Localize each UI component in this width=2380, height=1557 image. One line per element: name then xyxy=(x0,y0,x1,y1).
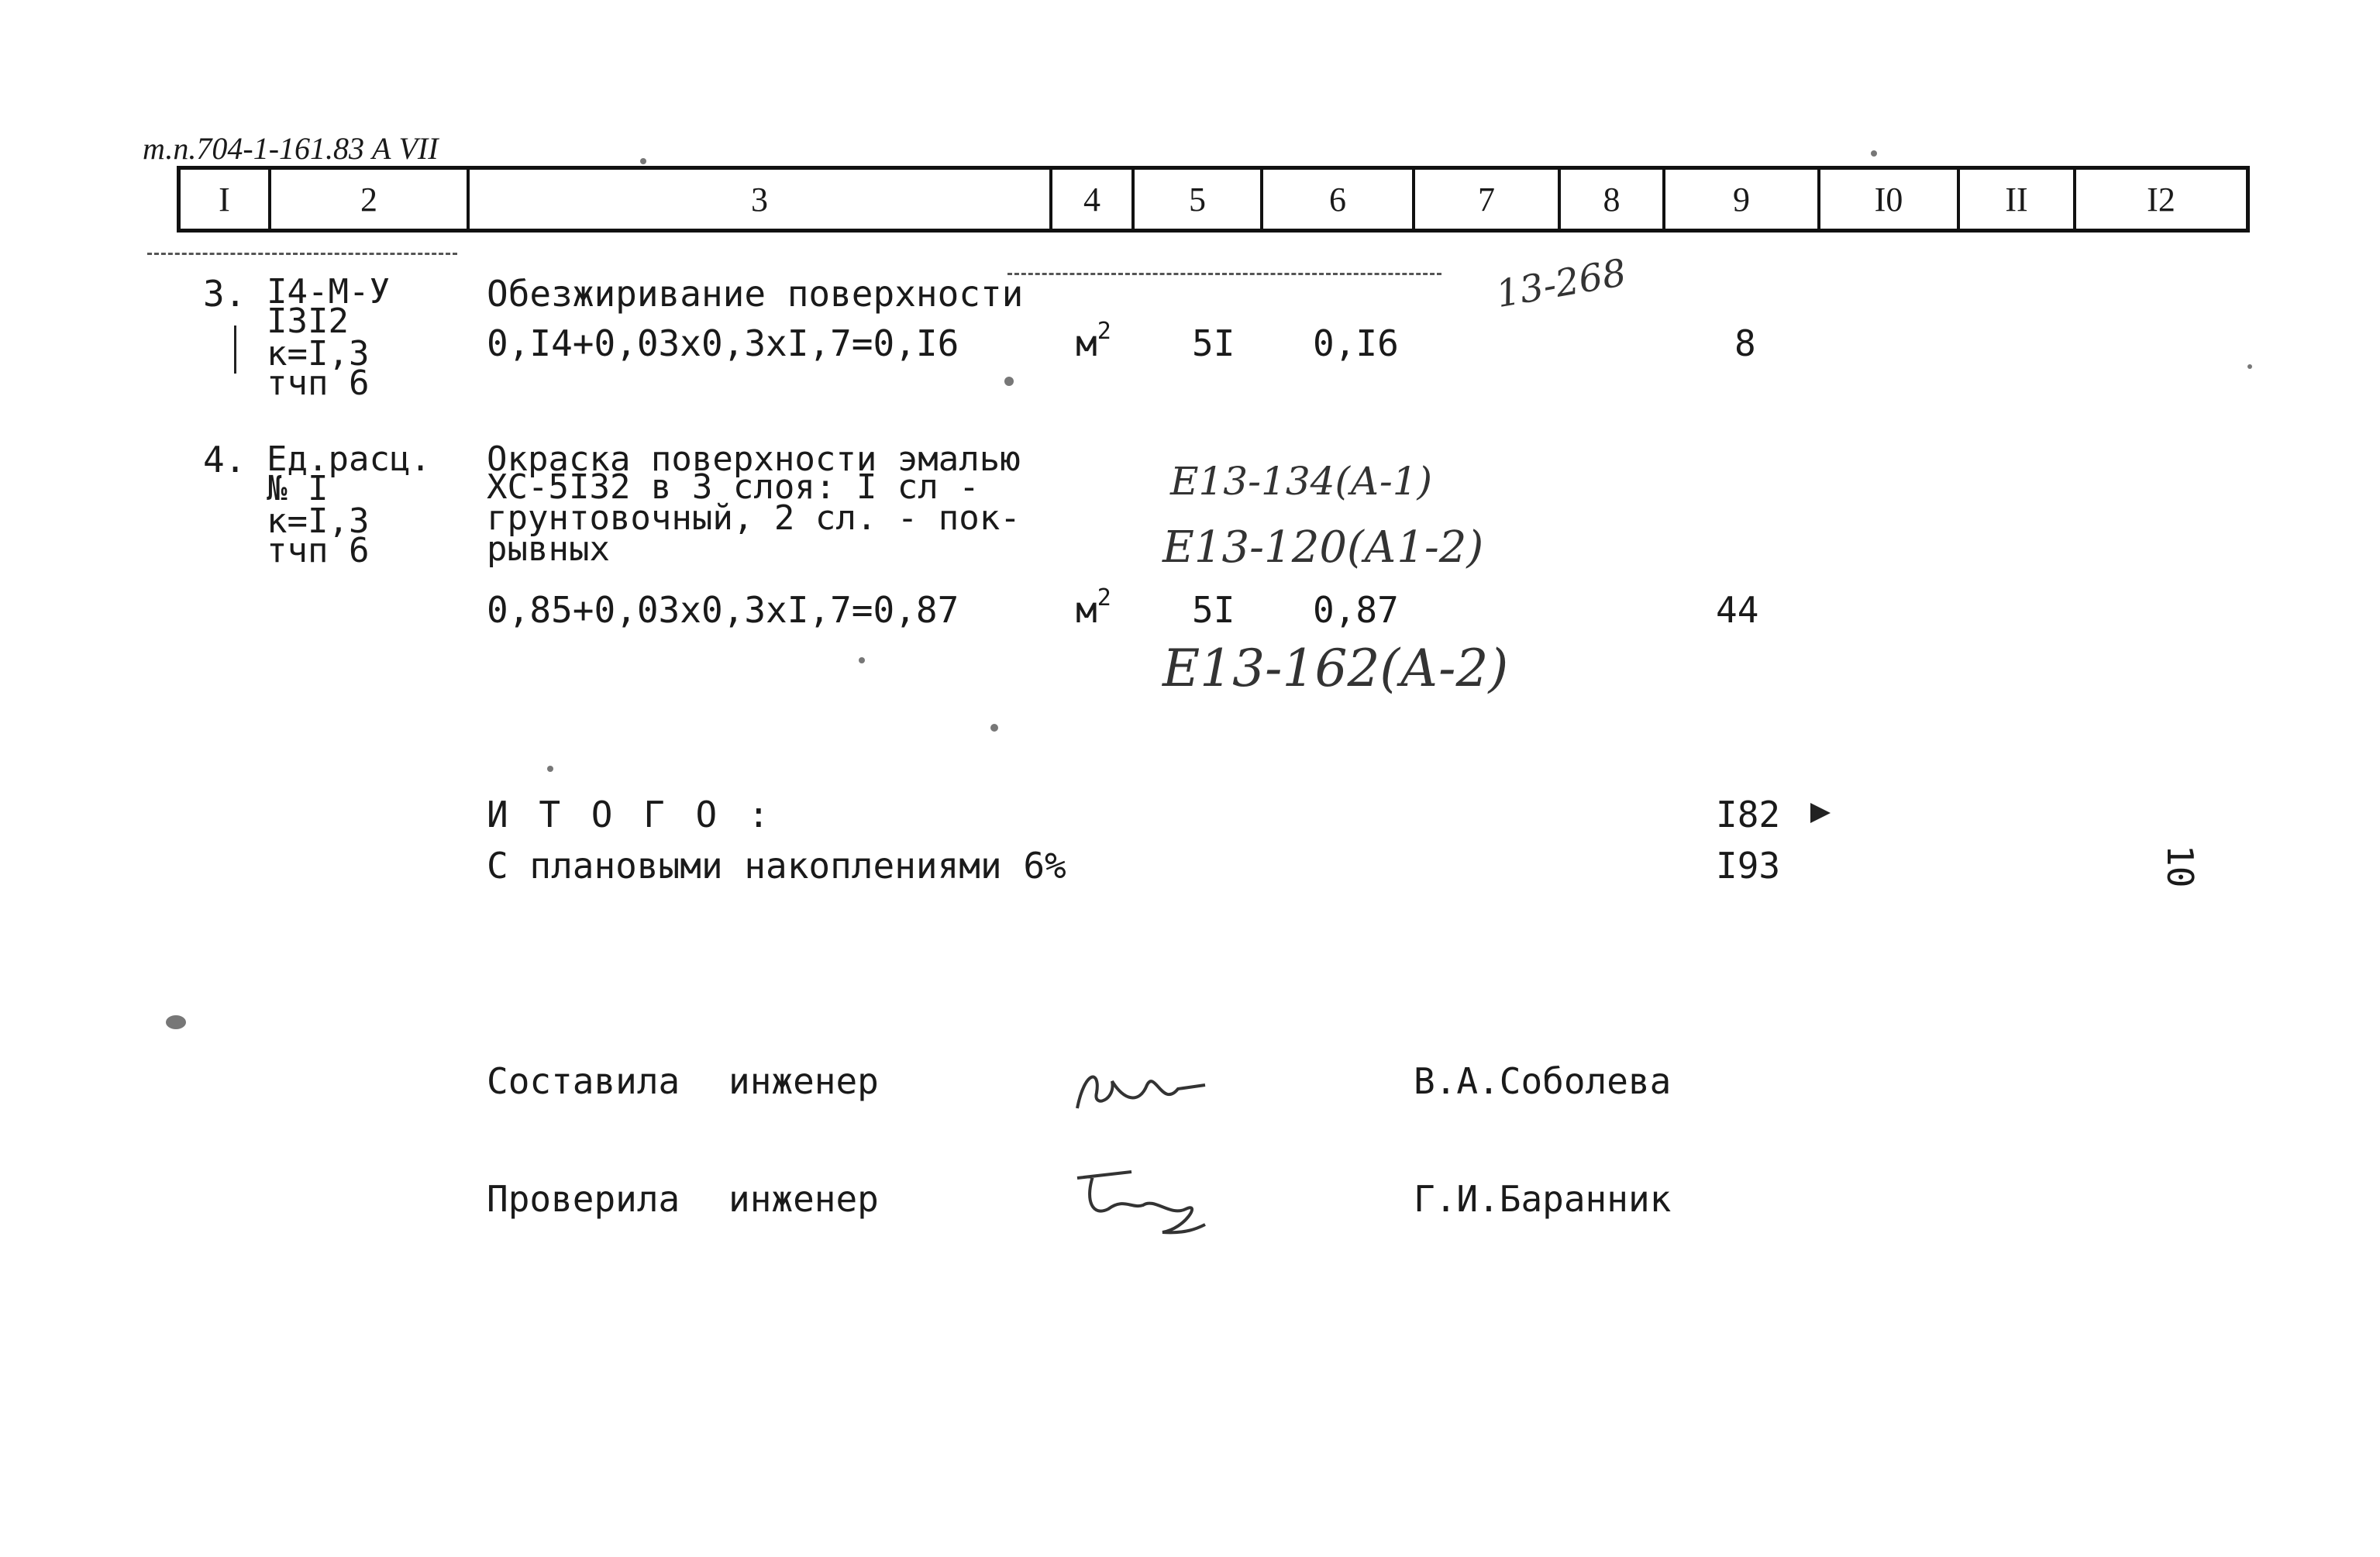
planned-total-label: С плановыми накоплениями 6% xyxy=(487,845,1066,887)
dashed-separator xyxy=(147,253,457,255)
column-header: 7 xyxy=(1415,170,1561,229)
planned-total-value: I93 xyxy=(1716,845,1781,887)
signature-name: В.А.Соболева xyxy=(1414,1060,1672,1102)
rate-reference: тчп 6 xyxy=(267,531,370,570)
handwritten-note: Е13-162(А-2) xyxy=(1162,639,1509,698)
col5-value: 5I xyxy=(1192,589,1235,631)
rate-reference: тчп 6 xyxy=(267,363,370,403)
work-title-line: ХС-5I32 в 3 слоя: I сл - xyxy=(487,467,980,507)
dashed-separator xyxy=(1007,273,1441,275)
total-value: I82 xyxy=(1716,794,1781,835)
rate-reference: № I xyxy=(267,469,329,508)
column-header: 5 xyxy=(1135,170,1263,229)
scan-speck xyxy=(2247,364,2252,369)
quantity-formula: 0,I4+0,03x0,3xI,7=0,I6 xyxy=(487,322,959,364)
column-header: 3 xyxy=(470,170,1052,229)
row-number: 4. xyxy=(203,439,246,481)
rate-reference: к=I,3 xyxy=(267,501,370,541)
signature-role: инженер xyxy=(728,1178,879,1220)
signature-mark xyxy=(1069,1054,1224,1124)
page-number: 10 xyxy=(2159,845,2201,888)
signature-role: инженер xyxy=(728,1060,879,1102)
rate-reference: к=I,3 xyxy=(267,334,370,374)
scan-speck xyxy=(640,158,646,164)
column-header: I0 xyxy=(1820,170,1960,229)
rate-reference: I4-М-У xyxy=(267,272,390,312)
margin-mark xyxy=(234,326,236,374)
quantity-formula: 0,85+0,03x0,3xI,7=0,87 xyxy=(487,589,959,631)
column-header: 4 xyxy=(1052,170,1135,229)
signature-name: Г.И.Баранник xyxy=(1414,1178,1672,1220)
col6-value: 0,I6 xyxy=(1313,322,1399,364)
col6-value: 0,87 xyxy=(1313,589,1399,631)
handwritten-note: 13-268 xyxy=(1493,250,1630,317)
signature-mark xyxy=(1069,1163,1224,1240)
column-header: 9 xyxy=(1665,170,1820,229)
scan-speck xyxy=(1871,150,1877,157)
signature-action: Проверила xyxy=(487,1178,680,1220)
scan-speck xyxy=(166,1015,186,1029)
arrow-mark-icon xyxy=(1810,803,1831,823)
column-header: I2 xyxy=(2147,180,2175,219)
document-code: т.п.704-1-161.83 А VII xyxy=(143,131,439,166)
unit: $м^2$ xyxy=(1076,584,1111,631)
col9-value: 8 xyxy=(1734,322,1756,364)
row-number: 3. xyxy=(203,273,246,315)
handwritten-note: Е13-134(А-1) xyxy=(1170,459,1433,504)
signature-action: Составила xyxy=(487,1060,680,1102)
rate-reference: I3I2 xyxy=(267,301,349,341)
col9-value: 44 xyxy=(1716,589,1759,631)
column-header: I xyxy=(181,170,271,229)
scan-speck xyxy=(990,724,998,732)
col5-value: 5I xyxy=(1192,322,1235,364)
work-title: Обезжиривание поверхности xyxy=(487,273,1024,315)
column-header: 8 xyxy=(1561,170,1665,229)
work-title-line: грунтовочный, 2 сл. - пок- xyxy=(487,498,1021,538)
column-header: 2 xyxy=(271,170,470,229)
handwritten-note: Е13-120(А1-2) xyxy=(1162,522,1484,573)
unit: $м^2$ xyxy=(1076,318,1111,364)
column-header: II xyxy=(1960,170,2076,229)
total-label: И Т О Г О : xyxy=(487,794,774,835)
scan-speck xyxy=(859,657,865,663)
scan-speck xyxy=(547,766,553,772)
work-title-line: Окраска поверхности эмалью xyxy=(487,439,1021,479)
column-header-table xyxy=(177,166,2250,233)
scan-speck xyxy=(1004,377,1014,386)
column-header: 6 xyxy=(1263,170,1415,229)
rate-reference: Ед.расц. xyxy=(267,439,431,479)
work-title-line: рывных xyxy=(487,529,610,569)
